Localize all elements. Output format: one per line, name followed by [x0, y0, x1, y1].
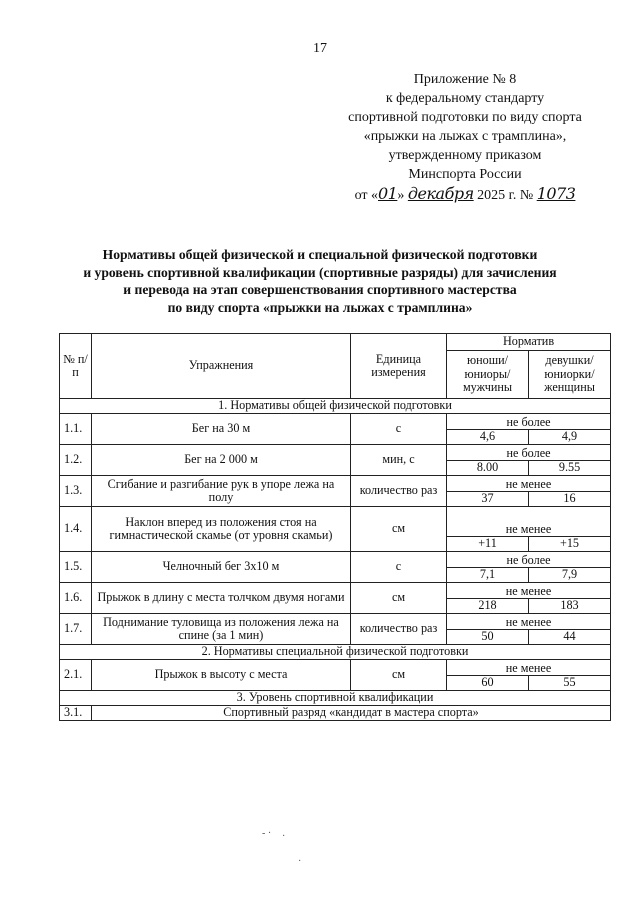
- header-norm: Норматив: [447, 334, 611, 351]
- title-line: по виду спорта «прыжки на лыжах с трамплина»: [167, 299, 473, 315]
- row-female-value: +15: [529, 537, 611, 552]
- section-title: 3. Уровень спортивной квалификации: [60, 691, 611, 706]
- appendix-line: Минспорта России: [408, 167, 522, 182]
- date-prefix: от «: [354, 188, 378, 203]
- row-exercise: Челночный бег 3х10 м: [92, 552, 351, 583]
- row-male-value: 8.00: [447, 461, 529, 476]
- table-row: [60, 507, 611, 537]
- header-num: № п/п: [60, 334, 92, 399]
- row-exercise: Спортивный разряд «кандидат в мастера спорта»: [92, 706, 611, 721]
- row-condition: не более: [447, 552, 611, 568]
- title-line: и уровень спортивной квалификации (спортивные разряды) для зачисления: [83, 264, 557, 280]
- row-female-value: 9.55: [529, 461, 611, 476]
- row-number: 1.4.: [60, 507, 92, 552]
- row-condition: не более: [447, 414, 611, 430]
- row-condition: не менее: [447, 507, 611, 537]
- row-number: 1.7.: [60, 614, 92, 645]
- row-male-value: 50: [447, 630, 529, 645]
- order-date-line: [330, 184, 600, 205]
- norms-table: [59, 333, 611, 721]
- appendix-block: [330, 70, 600, 205]
- row-number: 1.2.: [60, 445, 92, 476]
- row-male-value: 4,6: [447, 430, 529, 445]
- row-female-value: 55: [529, 676, 611, 691]
- row-female-value: 183: [529, 599, 611, 614]
- row-male-value: 7,1: [447, 568, 529, 583]
- row-exercise: Прыжок в длину с места толчком двумя ногами: [92, 583, 351, 614]
- appendix-line: утвержденному приказом: [388, 148, 542, 163]
- title-line: Нормативы общей физической и специальной физической подготовки: [102, 247, 538, 262]
- row-male-value: 60: [447, 676, 529, 691]
- row-female-value: 16: [529, 492, 611, 507]
- row-condition: не менее: [447, 476, 611, 492]
- row-number: 1.6.: [60, 583, 92, 614]
- row-condition: не менее: [447, 583, 611, 599]
- document-title: [40, 246, 600, 316]
- row-male-value: +11: [447, 537, 529, 552]
- row-number: 3.1.: [60, 706, 92, 721]
- header-female: девушки/ юниорки/ женщины: [529, 351, 611, 399]
- table-row: [60, 706, 611, 721]
- row-exercise: Наклон вперед из положения стоя на гимнастической скамье (от уровня скамьи): [92, 507, 351, 552]
- row-exercise: Бег на 30 м: [92, 414, 351, 445]
- table-body: [60, 399, 611, 721]
- row-exercise: Прыжок в высоту с места: [92, 660, 351, 691]
- header-exercise: Упражнения: [92, 334, 351, 399]
- row-male-value: 218: [447, 599, 529, 614]
- appendix-line: «прыжки на лыжах с трамплина»,: [363, 129, 567, 144]
- row-unit: см: [351, 660, 447, 691]
- handwritten-order-number: 1073: [536, 184, 576, 203]
- page-number: 17: [313, 41, 327, 56]
- scan-speck: ‑ ·: [262, 828, 272, 839]
- appendix-line: спортивной подготовки по виду спорта: [348, 110, 582, 125]
- section-row: [60, 645, 611, 660]
- table-row: [60, 552, 611, 568]
- row-unit: см: [351, 507, 447, 552]
- row-unit: мин, с: [351, 445, 447, 476]
- table-row: [60, 660, 611, 676]
- date-mid: »: [397, 188, 405, 203]
- row-male-value: 37: [447, 492, 529, 507]
- row-number: 1.3.: [60, 476, 92, 507]
- row-female-value: 44: [529, 630, 611, 645]
- table-row: [60, 445, 611, 461]
- row-number: 1.1.: [60, 414, 92, 445]
- row-unit: количество раз: [351, 614, 447, 645]
- table-row: [60, 583, 611, 599]
- row-unit: см: [351, 583, 447, 614]
- row-female-value: 7,9: [529, 568, 611, 583]
- section-row: [60, 691, 611, 706]
- row-number: 1.5.: [60, 552, 92, 583]
- handwritten-month: декабря: [407, 184, 474, 203]
- scan-speck: ·: [298, 856, 302, 867]
- title-line: и перевода на этап совершенствования спортивного мастерства: [123, 282, 517, 297]
- appendix-line: к федеральному стандарту: [385, 91, 545, 106]
- header-male: юноши/ юниоры/ мужчины: [447, 351, 529, 399]
- row-unit: с: [351, 414, 447, 445]
- row-unit: количество раз: [351, 476, 447, 507]
- handwritten-day: 01: [378, 184, 398, 203]
- row-condition: не более: [447, 445, 611, 461]
- section-row: [60, 399, 611, 414]
- row-exercise: Бег на 2 000 м: [92, 445, 351, 476]
- table-row: [60, 414, 611, 430]
- date-year: 2025 г. №: [477, 188, 534, 203]
- row-exercise: Поднимание туловища из положения лежа на спине (за 1 мин): [92, 614, 351, 645]
- row-unit: с: [351, 552, 447, 583]
- section-title: 2. Нормативы специальной физической подготовки: [60, 645, 611, 660]
- table-row: [60, 476, 611, 492]
- section-title: 1. Нормативы общей физической подготовки: [60, 399, 611, 414]
- row-number: 2.1.: [60, 660, 92, 691]
- row-female-value: 4,9: [529, 430, 611, 445]
- header-unit: Единица измерения: [351, 334, 447, 399]
- row-condition: не менее: [447, 660, 611, 676]
- scan-speck: ·: [282, 831, 286, 842]
- table-row: [60, 614, 611, 630]
- row-condition: не менее: [447, 614, 611, 630]
- row-exercise: Сгибание и разгибание рук в упоре лежа на полу: [92, 476, 351, 507]
- appendix-line: Приложение № 8: [413, 72, 517, 87]
